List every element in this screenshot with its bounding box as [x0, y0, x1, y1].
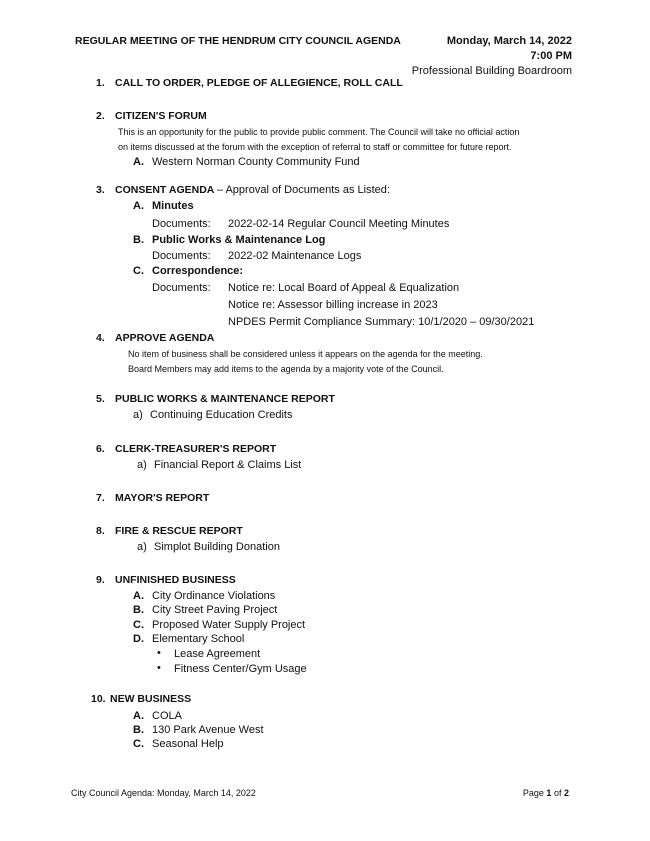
section-title-call-to-order: CALL TO ORDER, PLEDGE OF ALLEGIENCE, ROLL CALL: [115, 77, 403, 89]
approve-agenda-description-line-2: Board Members may add items to the agenda by a majority vote of the Council.: [128, 364, 444, 374]
section-number: 1.: [96, 77, 105, 89]
section-title-clerk-treasurer: CLERK-TREASURER'S REPORT: [115, 443, 277, 455]
item-elementary-school: Elementary School: [152, 633, 245, 645]
item-letter: a): [137, 459, 147, 471]
section-number: 10.: [91, 693, 106, 705]
item-correspondence: Correspondence:: [152, 265, 244, 277]
bullet-icon: •: [157, 647, 161, 659]
section-title-approve-agenda: APPROVE AGENDA: [115, 332, 215, 344]
section-number: 3.: [96, 184, 105, 196]
item-financial-report: Financial Report & Claims List: [154, 459, 302, 471]
item-letter: a): [137, 541, 147, 553]
document-assessor-billing: Notice re: Assessor billing increase in 2023: [228, 299, 438, 311]
section-title-new-business: NEW BUSINESS: [110, 693, 192, 705]
item-letter: a): [133, 409, 143, 421]
meeting-location: Professional Building Boardroom: [411, 65, 572, 77]
meeting-time: 7:00 PM: [530, 50, 572, 62]
document-maintenance-logs: 2022-02 Maintenance Logs: [228, 250, 362, 262]
item-letter: B.: [133, 234, 144, 246]
item-letter: D.: [133, 633, 144, 645]
section-number: 7.: [96, 492, 105, 504]
footer-agenda-label: City Council Agenda: Monday, March 14, 2022: [71, 788, 256, 798]
item-letter: C.: [133, 619, 144, 631]
item-community-fund: Western Norman County Community Fund: [152, 156, 360, 168]
item-ordinance-violations: City Ordinance Violations: [152, 590, 276, 602]
section-title-fire-rescue: FIRE & RESCUE REPORT: [115, 525, 243, 537]
item-continuing-education: Continuing Education Credits: [150, 409, 293, 421]
approve-agenda-description-line-1: No item of business shall be considered unless it appears on the agenda for the meeting.: [128, 349, 483, 359]
section-title-unfinished-business: UNFINISHED BUSINESS: [115, 574, 236, 586]
item-maintenance-log: Public Works & Maintenance Log: [152, 234, 326, 246]
section-number: 2.: [96, 110, 105, 122]
page-prefix: Page: [522, 788, 544, 798]
item-simplot-donation: Simplot Building Donation: [154, 541, 280, 553]
consent-agenda-title: CONSENT AGENDA: [115, 184, 214, 196]
item-park-avenue: 130 Park Avenue West: [152, 724, 264, 736]
section-number: 6.: [96, 443, 105, 455]
document-minutes: 2022-02-14 Regular Council Meeting Minutes: [228, 218, 450, 230]
item-cola: COLA: [152, 710, 182, 722]
section-title-public-works: PUBLIC WORKS & MAINTENANCE REPORT: [115, 393, 335, 405]
item-letter: A.: [133, 200, 144, 212]
subitem-lease-agreement: Lease Agreement: [174, 648, 261, 660]
item-letter: A.: [133, 590, 144, 602]
meeting-date: Monday, March 14, 2022: [446, 35, 572, 47]
item-letter: A.: [133, 710, 144, 722]
item-letter: B.: [133, 724, 144, 736]
section-title-mayors-report: MAYOR'S REPORT: [115, 492, 210, 504]
item-letter: A.: [133, 156, 144, 168]
item-minutes: Minutes: [152, 200, 194, 212]
forum-description-line-1: This is an opportunity for the public to provide public comment. The Council will take no official action: [118, 127, 520, 137]
documents-label: Documents:: [152, 218, 211, 230]
document-npdes-summary: NPDES Permit Compliance Summary: 10/1/2020 – 09/30/2021: [228, 316, 535, 328]
page-indicator: [523, 788, 569, 798]
subitem-fitness-center: Fitness Center/Gym Usage: [174, 663, 307, 675]
document-board-of-appeal: Notice re: Local Board of Appeal & Equalization: [228, 282, 460, 294]
section-title-citizens-forum: CITIZEN'S FORUM: [115, 110, 207, 122]
item-street-paving: City Street Paving Project: [152, 604, 278, 616]
section-number: 5.: [96, 393, 105, 405]
documents-label: Documents:: [152, 282, 211, 294]
item-letter: B.: [133, 604, 144, 616]
item-letter: C.: [133, 738, 144, 750]
consent-agenda-subtitle: – Approval of Documents as Listed:: [216, 184, 390, 196]
forum-description-line-2: on items discussed at the forum with the exception of referral to staff or committee for future report.: [118, 142, 512, 152]
page-total: 2: [563, 788, 569, 798]
documents-label: Documents:: [152, 250, 211, 262]
item-water-supply: Proposed Water Supply Project: [152, 619, 306, 631]
page-of: of: [553, 788, 562, 798]
item-letter: C.: [133, 265, 144, 277]
section-number: 8.: [96, 525, 105, 537]
section-number: 9.: [96, 574, 105, 586]
bullet-icon: •: [157, 662, 161, 674]
item-seasonal-help: Seasonal Help: [152, 738, 224, 750]
page-number: 1: [546, 788, 552, 798]
section-number: 4.: [96, 332, 105, 344]
section-title-consent-agenda: [115, 184, 390, 196]
agenda-title: REGULAR MEETING OF THE HENDRUM CITY COUNCIL AGENDA: [75, 35, 401, 47]
